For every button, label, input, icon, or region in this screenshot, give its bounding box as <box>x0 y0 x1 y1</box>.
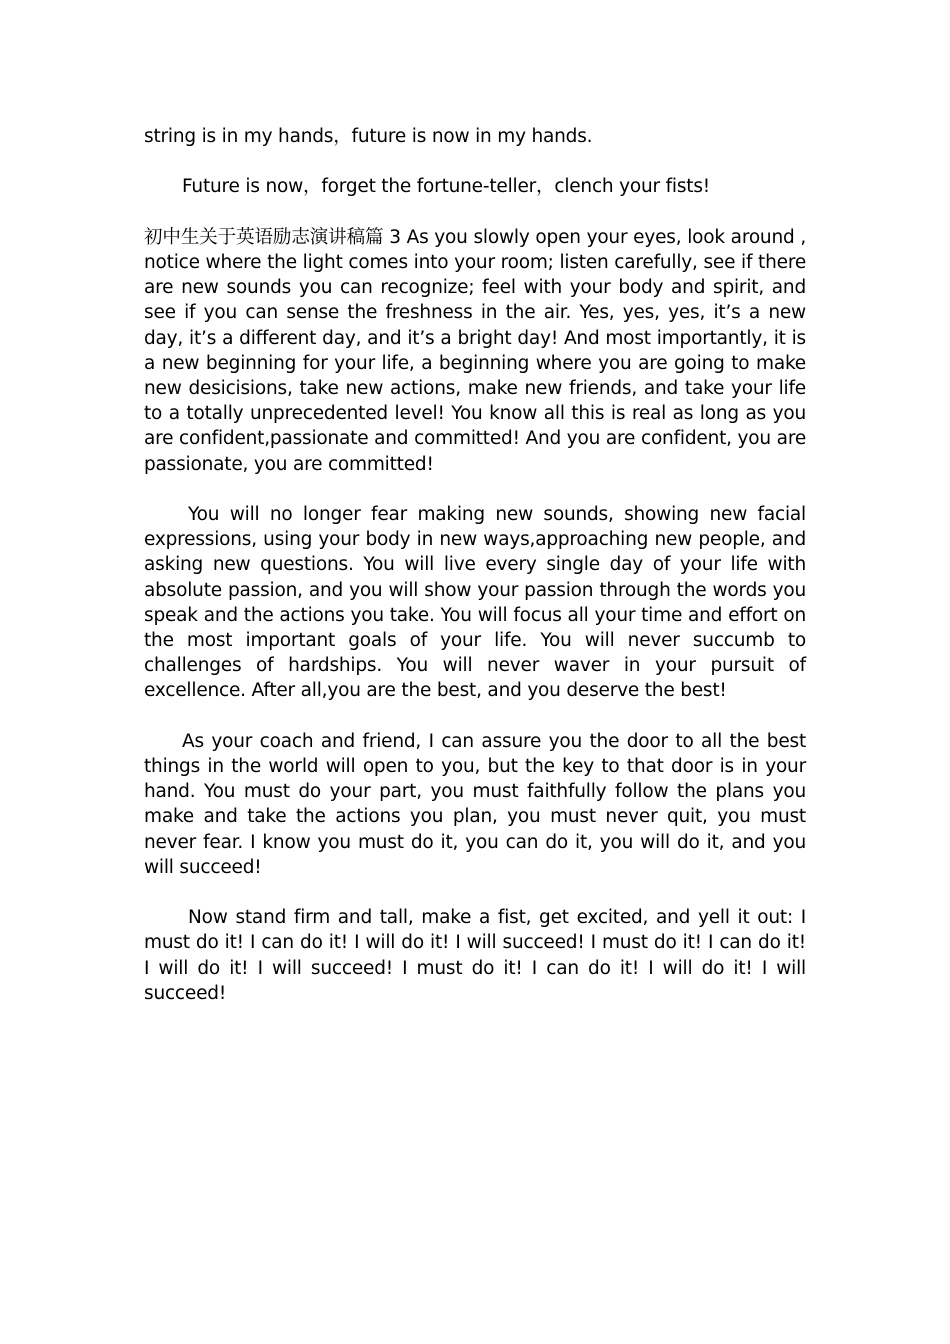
paragraph-no-fear: You will no longer fear making new sounds, showing new facial expressions, using your body in new ways,approaching new people, and asking new questions. You will live every single day of your life with absolute passion, and you will show your passion through the words you speak and the actions you take. You will focus all your time and effort on the most important goals of your life. You will never succumb to challenges of hardships. You will never waver in your pursuit of excellence. After all,you are the best, and you deserve the best! <box>144 504 806 702</box>
document-body <box>144 124 806 1031</box>
paragraph-speech-intro-text: As you slowly open your eyes, look around , notice where the light comes into your room; listen carefully, see if there are new sounds you can recognize; feel with your body and spirit, and see if you can sense the freshness in the air. Yes, yes, yes, it’s a new day, it’s a different day, and it’s a bright day! And most importantly, it is a new beginning for your life, a beginning where you are going to make new desicisions, take new actions, make new friends, and take your life to a totally unprecedented level! You know all this is real as long as you are confident,passionate and committed! And you are confident, you are passionate, you are committed! <box>144 226 807 475</box>
paragraph-future: Future is now，forget the fortune-teller，clench your fists! <box>182 176 711 198</box>
paragraph-continuation: string is in my hands，future is now in my hands. <box>144 126 593 147</box>
section-heading: 初中生关于英语励志演讲稿篇 3 <box>144 226 401 248</box>
paragraph-stand-firm: Now stand firm and tall, make a fist, get excited, and yell it out: I must do it! I can do it! I will do it! I will succeed! I must do it! I can do it! I will do it! I will succeed! I must do it! I can do it! I will do it! I will succeed! <box>144 907 806 1004</box>
paragraph-coach: As your coach and friend, I can assure you the door to all the best things in the world will open to you, but the key to that door is in your hand. You must do your part, you must faithfully follow the plans you make and take the actions you plan, you must never quit, you must never fear. I know you must do it, you can do it, you will do it, and you will succeed! <box>144 730 806 878</box>
paragraph-speech-intro <box>144 225 806 477</box>
